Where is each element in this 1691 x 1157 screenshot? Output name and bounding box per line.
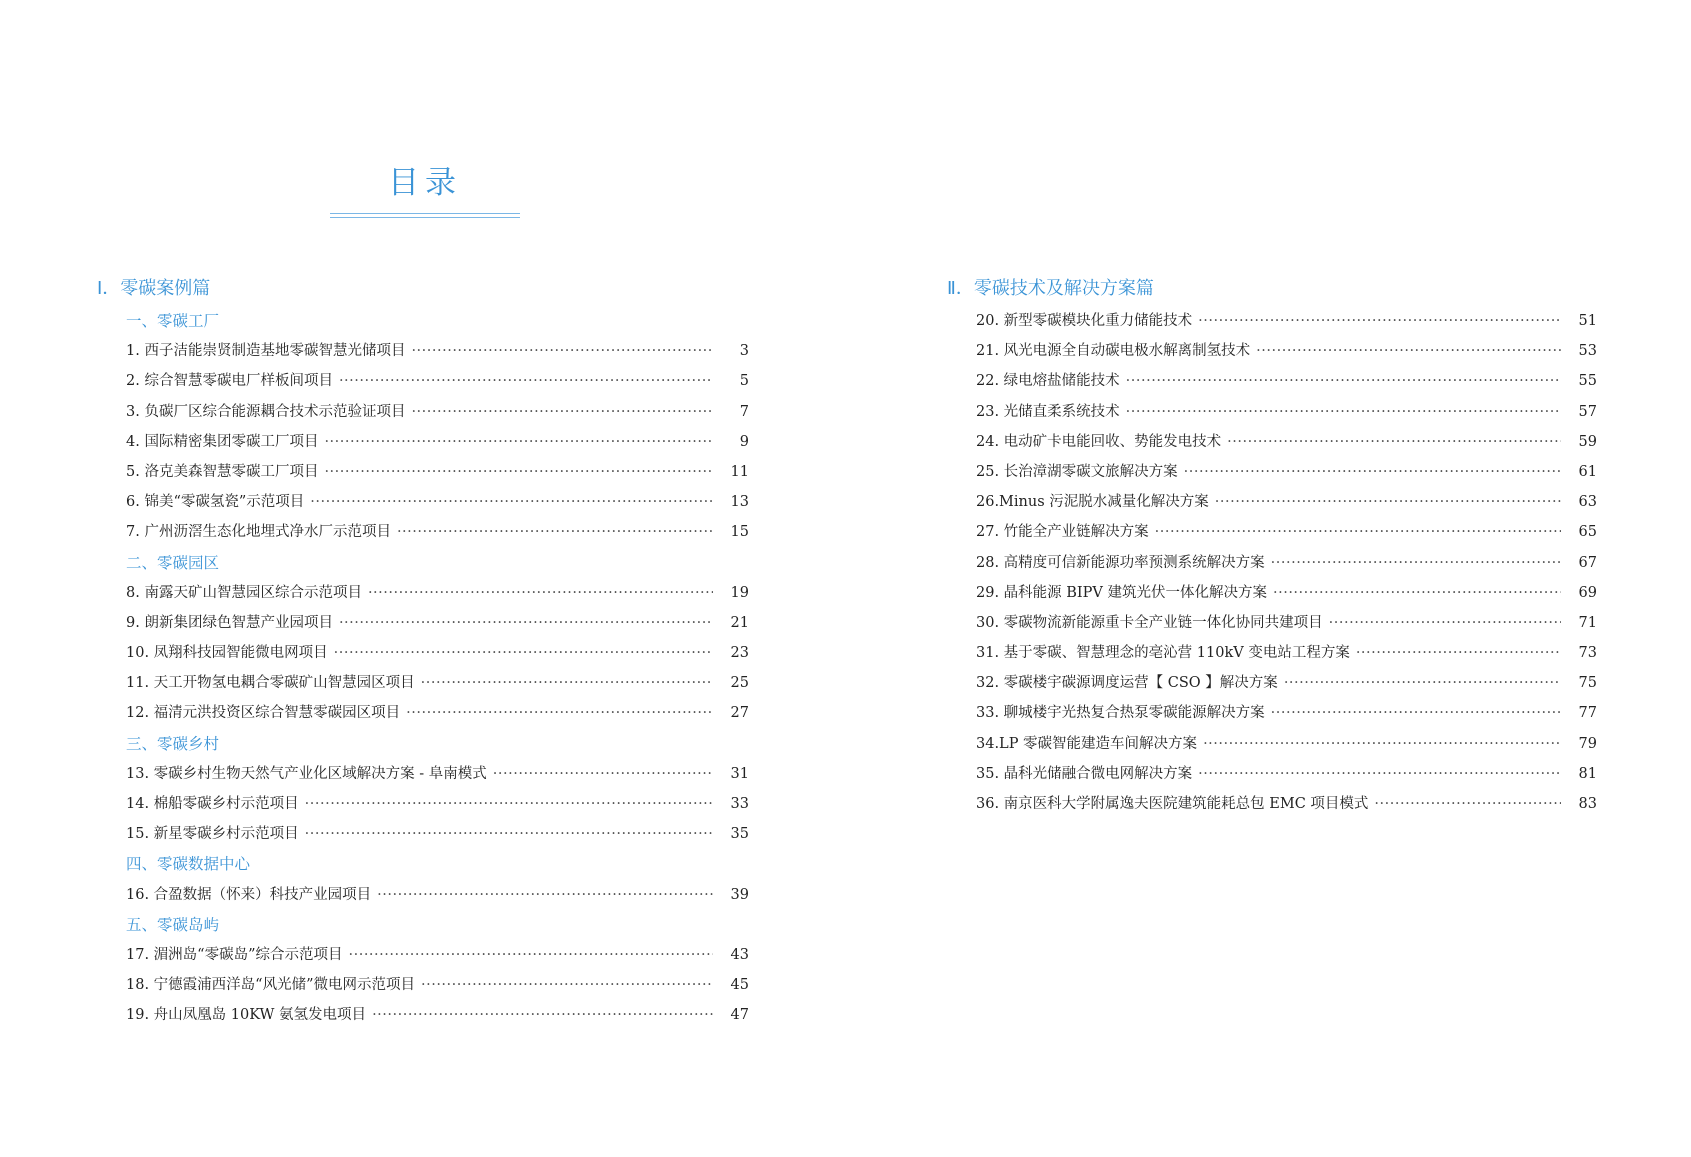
dot-leader <box>1198 759 1561 789</box>
toc-entry-page-number: 53 <box>1578 343 1597 360</box>
toc-entry[interactable] <box>97 336 749 366</box>
toc-entry[interactable] <box>97 970 749 1000</box>
toc-entry[interactable] <box>97 397 749 427</box>
dot-leader <box>372 1000 713 1030</box>
toc-entry-title: 33. 聊城楼宇光热复合热泵零碳能源解决方案 <box>976 705 1265 722</box>
toc-entry-page-number: 33 <box>730 796 749 812</box>
dot-leader <box>1356 638 1561 668</box>
toc-entry-title: 4. 国际精密集团零碳工厂项目 <box>126 433 319 450</box>
dot-leader <box>1271 548 1561 578</box>
toc-entry-title: 11. 天工开物氢电耦合零碳矿山智慧园区项目 <box>126 675 415 692</box>
dot-leader <box>377 880 713 910</box>
toc-entry[interactable] <box>947 427 1597 457</box>
toc-entry-page-number: 79 <box>1578 735 1597 752</box>
toc-entry[interactable] <box>947 759 1597 789</box>
toc-entry-title: 27. 竹能全产业链解决方案 <box>976 524 1149 541</box>
toc-column-part-2 <box>947 274 1597 819</box>
toc-entry-page-number: 81 <box>1578 765 1597 782</box>
toc-entry[interactable] <box>97 427 749 457</box>
section-heading: 二、零碳园区 <box>126 553 220 572</box>
dot-leader <box>310 487 713 517</box>
toc-entry[interactable] <box>97 1000 749 1030</box>
toc-entry[interactable] <box>947 608 1597 638</box>
toc-entry-title: 16. 合盈数据（怀来）科技产业园项目 <box>126 886 372 903</box>
toc-entry-page-number: 11 <box>730 463 749 480</box>
toc-entry[interactable] <box>947 789 1597 819</box>
dot-leader <box>305 819 713 849</box>
title-underline <box>330 213 520 218</box>
toc-entry-page-number: 71 <box>1578 614 1597 631</box>
toc-entry-title: 24. 电动矿卡电能回收、势能发电技术 <box>976 433 1222 450</box>
dot-leader <box>1198 306 1561 336</box>
toc-entry[interactable] <box>947 397 1597 427</box>
dot-leader <box>421 970 713 1000</box>
toc-entry-page-number: 57 <box>1578 403 1597 420</box>
dot-leader <box>1284 668 1561 698</box>
toc-entry-title: 25. 长治漳湖零碳文旅解决方案 <box>976 463 1178 480</box>
toc-entry-page-number: 61 <box>1578 463 1597 480</box>
dot-leader <box>324 427 713 457</box>
toc-entry[interactable] <box>97 880 749 910</box>
dot-leader <box>411 336 713 366</box>
toc-entry-title: 31. 基于零碳、智慧理念的亳沁营 110kV 变电站工程方案 <box>976 645 1350 662</box>
toc-entry[interactable] <box>947 517 1597 547</box>
dot-leader <box>1227 427 1561 457</box>
dot-leader <box>324 457 713 487</box>
dot-leader <box>1215 487 1561 517</box>
toc-entry-page-number: 55 <box>1578 373 1597 390</box>
toc-entry-page-number: 15 <box>730 524 749 541</box>
toc-entry-title: 6. 锦美“零碳氢瓷”示范项目 <box>126 494 305 511</box>
toc-entry[interactable] <box>947 668 1597 698</box>
toc-entry[interactable] <box>97 789 749 819</box>
toc-entry-title: 12. 福清元洪投资区综合智慧零碳园区项目 <box>126 705 401 722</box>
dot-leader <box>349 940 714 970</box>
toc-entry-page-number: 35 <box>730 826 749 843</box>
toc-entry-title: 19. 舟山凤凰岛 10KW 氨氢发电项目 <box>126 1007 367 1024</box>
toc-entry-title: 30. 零碳物流新能源重卡全产业链一体化协同共建项目 <box>976 614 1323 631</box>
toc-entry-page-number: 75 <box>1578 675 1597 692</box>
toc-entry-title: 26.Minus 污泥脱水减量化解决方案 <box>976 494 1209 511</box>
dot-leader <box>493 759 713 789</box>
toc-entry-title: 5. 洛克美森智慧零碳工厂项目 <box>126 463 319 480</box>
toc-entry[interactable] <box>947 578 1597 608</box>
dot-leader <box>1155 517 1561 547</box>
toc-entry[interactable] <box>97 457 749 487</box>
dot-leader <box>334 638 713 668</box>
toc-entry[interactable] <box>97 759 749 789</box>
dot-leader <box>421 668 713 698</box>
toc-entry[interactable] <box>97 487 749 517</box>
toc-entry-title: 22. 绿电熔盐储能技术 <box>976 373 1120 390</box>
toc-entry-title: 2. 综合智慧零碳电厂样板间项目 <box>126 373 333 390</box>
toc-entry-title: 8. 南露天矿山智慧园区综合示范项目 <box>126 584 362 601</box>
section-heading: 四、零碳数据中心 <box>126 855 251 874</box>
toc-entry-title: 7. 广州沥滘生态化地埋式净水厂示范项目 <box>126 524 391 541</box>
dot-leader <box>1374 789 1561 819</box>
toc-entry-title: 35. 晶科光储融合微电网解决方案 <box>976 765 1193 782</box>
toc-entry[interactable] <box>97 517 749 547</box>
dot-leader <box>305 789 713 819</box>
toc-entry-page-number: 7 <box>739 403 749 420</box>
toc-entry-page-number: 45 <box>730 977 749 994</box>
toc-entry-page-number: 47 <box>730 1007 749 1024</box>
toc-entry[interactable] <box>947 698 1597 728</box>
dot-leader <box>1271 698 1561 728</box>
dot-leader <box>411 397 713 427</box>
toc-entry[interactable] <box>97 638 749 668</box>
page-title: 目录 <box>388 165 462 201</box>
dot-leader <box>1273 578 1561 608</box>
toc-entry[interactable] <box>97 668 749 698</box>
toc-entry[interactable] <box>97 578 749 608</box>
toc-entry[interactable] <box>97 698 749 728</box>
toc-entry-page-number: 3 <box>739 343 749 360</box>
toc-entry-title: 13. 零碳乡村生物天然气产业化区域解决方案 - 阜南模式 <box>126 765 487 782</box>
toc-entry-title: 32. 零碳楼宇碳源调度运营【 CSO 】解决方案 <box>976 675 1278 692</box>
toc-heading <box>330 163 520 218</box>
toc-entry-page-number: 83 <box>1578 796 1597 812</box>
dot-leader <box>1203 729 1561 759</box>
toc-entry[interactable] <box>97 819 749 849</box>
toc-entry-page-number: 9 <box>739 433 749 450</box>
toc-entry-title: 10. 凤翔科技园智能微电网项目 <box>126 645 328 662</box>
toc-entry-title: 23. 光储直柔系统技术 <box>976 403 1120 420</box>
dot-leader <box>1126 397 1561 427</box>
toc-entry-page-number: 27 <box>730 705 749 722</box>
toc-entry-page-number: 25 <box>730 675 749 692</box>
dot-leader <box>368 578 713 608</box>
toc-entry-page-number: 21 <box>730 614 749 631</box>
toc-entry-page-number: 19 <box>730 584 749 601</box>
toc-entry-title: 29. 晶科能源 BIPV 建筑光伏一体化解决方案 <box>976 584 1267 601</box>
toc-entry-title: 20. 新型零碳模块化重力储能技术 <box>976 313 1193 329</box>
toc-entry-page-number: 67 <box>1578 554 1597 571</box>
toc-entry[interactable] <box>947 336 1597 366</box>
toc-entry-page-number: 69 <box>1578 584 1597 601</box>
toc-entry-page-number: 65 <box>1578 524 1597 541</box>
toc-entry-page-number: 23 <box>730 645 749 662</box>
toc-entry-title: 21. 风光电源全自动碳电极水解离制氢技术 <box>976 343 1251 360</box>
toc-column-part-1 <box>97 274 749 1031</box>
toc-entry-page-number: 77 <box>1578 705 1597 722</box>
toc-entry[interactable] <box>947 487 1597 517</box>
dot-leader <box>1329 608 1561 638</box>
dot-leader <box>1256 336 1561 366</box>
dot-leader <box>339 608 713 638</box>
toc-entry[interactable] <box>947 366 1597 396</box>
toc-entry-title: 14. 棉船零碳乡村示范项目 <box>126 796 299 812</box>
toc-entry-title: 1. 西子洁能崇贤制造基地零碳智慧光储项目 <box>126 343 406 360</box>
toc-entry-page-number: 63 <box>1578 494 1597 511</box>
toc-entry[interactable] <box>97 366 749 396</box>
toc-entry[interactable] <box>97 608 749 638</box>
dot-leader <box>339 366 713 396</box>
toc-entry[interactable] <box>947 548 1597 578</box>
part-heading: Ⅱ．零碳技术及解决方案篇 <box>947 278 1154 299</box>
toc-entry-page-number: 31 <box>730 765 749 782</box>
toc-entry[interactable] <box>947 638 1597 668</box>
toc-entry-page-number: 59 <box>1578 433 1597 450</box>
toc-entry-title: 36. 南京医科大学附属逸夫医院建筑能耗总包 EMC 项目模式 <box>976 796 1369 812</box>
toc-entry-page-number: 73 <box>1578 645 1597 662</box>
dot-leader <box>406 698 713 728</box>
dot-leader <box>397 517 713 547</box>
toc-entry-page-number: 5 <box>739 373 749 390</box>
toc-entry-page-number: 43 <box>730 946 749 963</box>
dot-leader <box>1184 457 1561 487</box>
dot-leader <box>1126 366 1561 396</box>
toc-entry-title: 9. 朗新集团绿色智慧产业园项目 <box>126 614 333 631</box>
toc-entry-page-number: 39 <box>730 886 749 903</box>
toc-entry-title: 28. 高精度可信新能源功率预测系统解决方案 <box>976 554 1265 571</box>
part-heading: Ⅰ．零碳案例篇 <box>97 278 211 299</box>
toc-entry-title: 18. 宁德霞浦西洋岛“风光储”微电网示范项目 <box>126 977 415 994</box>
section-heading: 一、零碳工厂 <box>126 312 220 330</box>
toc-entry[interactable] <box>97 940 749 970</box>
toc-entry[interactable] <box>947 457 1597 487</box>
toc-entry[interactable] <box>947 729 1597 759</box>
toc-entry-title: 3. 负碳厂区综合能源耦合技术示范验证项目 <box>126 403 406 420</box>
section-heading: 五、零碳岛屿 <box>126 915 220 934</box>
toc-entry-title: 15. 新星零碳乡村示范项目 <box>126 826 299 843</box>
section-heading: 三、零碳乡村 <box>126 734 220 753</box>
toc-entry-page-number: 51 <box>1578 313 1597 329</box>
toc-entry-title: 34.LP 零碳智能建造车间解决方案 <box>976 735 1198 752</box>
toc-entry[interactable] <box>947 306 1597 336</box>
toc-entry-page-number: 13 <box>730 494 749 511</box>
toc-entry-title: 17. 湄洲岛“零碳岛”综合示范项目 <box>126 946 343 963</box>
